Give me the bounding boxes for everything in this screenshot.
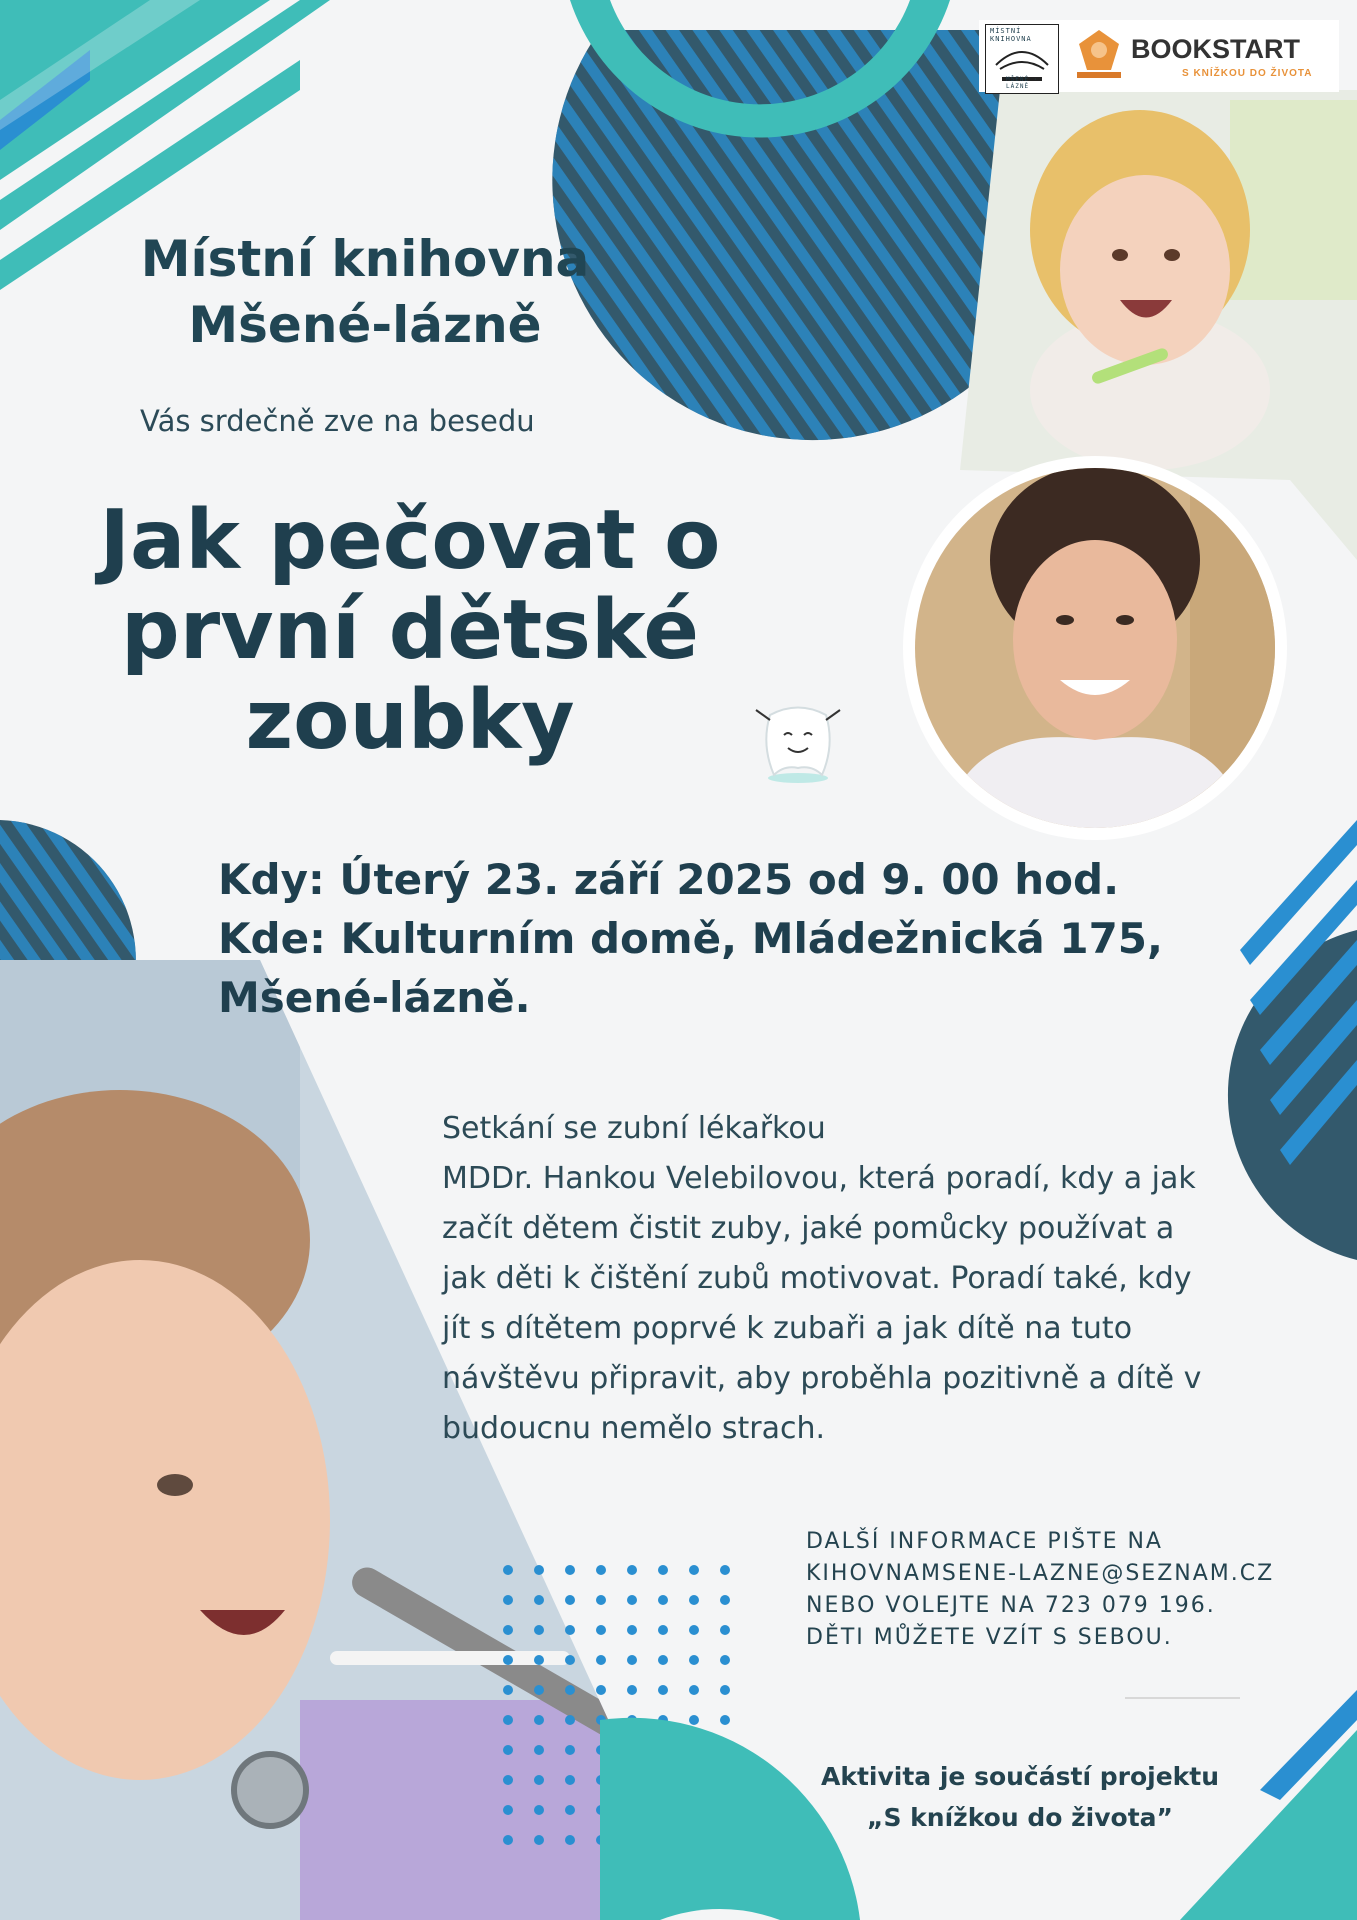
- dot: [534, 1715, 544, 1725]
- dot: [720, 1625, 730, 1635]
- invite-text: Vás srdečně zve na besedu: [140, 404, 535, 438]
- dot: [534, 1775, 544, 1785]
- dot: [565, 1565, 575, 1575]
- event-title-line3: zoubky: [245, 673, 575, 768]
- bookstart-tagline: S KNÍŽKOU DO ŽIVOTA: [1182, 68, 1313, 79]
- dot: [503, 1595, 513, 1605]
- dot: [689, 1685, 699, 1695]
- event-title: [90, 493, 730, 768]
- dot: [658, 1595, 668, 1605]
- dot: [503, 1685, 513, 1695]
- dot: [689, 1715, 699, 1725]
- dot: [720, 1685, 730, 1695]
- dot: [565, 1805, 575, 1815]
- top-center-shape: [552, 0, 1000, 440]
- dot: [503, 1835, 513, 1845]
- dot: [503, 1565, 513, 1575]
- library-name-line1: Místní knihovna: [140, 230, 590, 288]
- library-name: [90, 226, 640, 358]
- dot: [534, 1805, 544, 1815]
- dot: [534, 1595, 544, 1605]
- dot: [565, 1685, 575, 1695]
- dot: [596, 1685, 606, 1695]
- description-line: jít s dítětem poprvé k zubaři a jak dítě na tuto: [442, 1311, 1133, 1346]
- event-details: [218, 850, 1163, 1027]
- event-title-line2: první dětské: [121, 583, 699, 678]
- description-line: jak děti k čištění zubů motivovat. Poradí také, kdy: [442, 1261, 1192, 1296]
- dot: [596, 1655, 606, 1665]
- project-line2: „S knížkou do života”: [867, 1803, 1173, 1832]
- dot: [565, 1835, 575, 1845]
- dot: [627, 1655, 637, 1665]
- dot: [534, 1565, 544, 1575]
- dot: [720, 1715, 730, 1725]
- dot: [627, 1685, 637, 1695]
- logo-bar: [979, 20, 1339, 92]
- dot: [503, 1805, 513, 1815]
- dot: [658, 1625, 668, 1635]
- contact-phone: NEBO VOLEJTE NA 723 079 196.: [806, 1593, 1216, 1618]
- dot: [503, 1625, 513, 1635]
- description-line: začít dětem čistit zuby, jaké pomůcky používat a: [442, 1211, 1175, 1246]
- tooth-mascot-icon: [756, 708, 840, 784]
- contact-line: DALŠÍ INFORMACE PIŠTE NA: [806, 1529, 1163, 1554]
- description-line: návštěvu připravit, aby proběhla pozitivně a dítě v: [442, 1361, 1202, 1396]
- library-logo-text: MÍSTNÍ KNIHOVNA: [990, 27, 1032, 43]
- dot: [503, 1745, 513, 1755]
- dot: [565, 1655, 575, 1665]
- contact-line: DĚTI MŮŽETE VZÍT S SEBOU.: [806, 1625, 1173, 1650]
- dot: [689, 1655, 699, 1665]
- dot: [627, 1625, 637, 1635]
- description-line: budoucnu nemělo strach.: [442, 1411, 826, 1446]
- dot: [534, 1835, 544, 1845]
- dot: [565, 1715, 575, 1725]
- event-description: [442, 1104, 1292, 1454]
- project-line1: Aktivita je součástí projektu: [820, 1762, 1220, 1791]
- dot: [627, 1565, 637, 1575]
- dot: [503, 1655, 513, 1665]
- dot: [627, 1595, 637, 1605]
- dot: [596, 1565, 606, 1575]
- event-title-line1: Jak pečovat o: [99, 493, 721, 588]
- dot: [720, 1595, 730, 1605]
- dot: [565, 1625, 575, 1635]
- dot: [720, 1655, 730, 1665]
- dot: [596, 1595, 606, 1605]
- dot: [534, 1685, 544, 1695]
- dot: [565, 1775, 575, 1785]
- bookstart-logo-icon: [1069, 26, 1129, 86]
- dot: [658, 1565, 668, 1575]
- description-line: Setkání se zubní lékařkou: [442, 1111, 826, 1146]
- dot: [689, 1625, 699, 1635]
- contact-email: KIHOVNAMSENE-LAZNE@SEZNAM.CZ: [806, 1561, 1275, 1586]
- dot: [565, 1595, 575, 1605]
- library-name-line2: Mšené-lázně: [188, 296, 542, 354]
- library-logo-subtext: MŠENÉ · LÁZNĚ: [1006, 76, 1039, 90]
- dot: [689, 1565, 699, 1575]
- dot: [534, 1625, 544, 1635]
- dot: [720, 1565, 730, 1575]
- event-when: Kdy: Úterý 23. září 2025 od 9. 00 hod.: [218, 855, 1120, 904]
- description-line: MDDr. Hankou Velebilovou, která poradí, kdy a jak: [442, 1161, 1196, 1196]
- dot: [534, 1745, 544, 1755]
- library-logo: [985, 24, 1059, 94]
- contact-info: [806, 1526, 1274, 1654]
- dot: [503, 1715, 513, 1725]
- dot: [658, 1685, 668, 1695]
- dot: [689, 1595, 699, 1605]
- event-where-line1: Kde: Kulturním domě, Mládežnická 175,: [218, 914, 1163, 963]
- dot: [503, 1775, 513, 1785]
- dot: [565, 1745, 575, 1755]
- bookstart-name: BOOKSTART: [1131, 34, 1300, 64]
- event-where-line2: Mšené-lázně.: [218, 973, 531, 1022]
- dot: [596, 1625, 606, 1635]
- dot: [658, 1655, 668, 1665]
- dot: [534, 1655, 544, 1665]
- project-note: [790, 1756, 1250, 1838]
